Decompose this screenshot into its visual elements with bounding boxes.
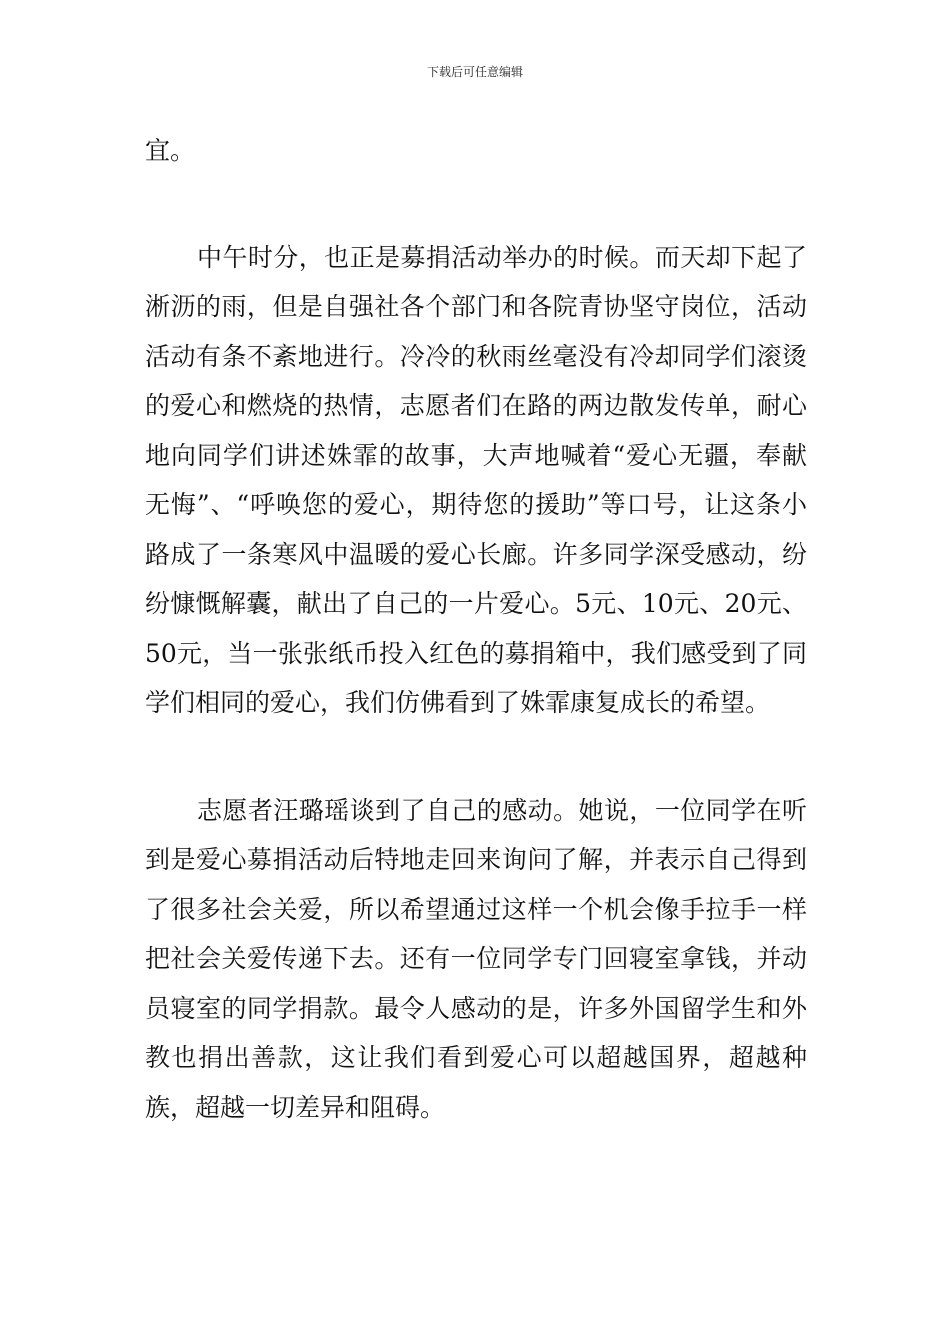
paragraph-continuation: 宜。 [145,136,196,165]
paragraph-fundraising-activity: 中午时分，也正是募捐活动举办的时候。而天却下起了淅沥的雨，但是自强社各个部门和各院青协坚守岗位，活动活动有条不紊地进行。冷冷的秋雨丝毫没有冷却同学们滚烫的爱心和燃烧的热情，志愿者们在路的两边散发传单，耐心地向同学们讲述姝霏的故事，大声地喊着“爱心无疆，奉献无悔”、“呼唤您的爱心，期待您的援助”等口号，让这条小路成了一条寒风中温暖的爱心长廊。许多同学深受感动，纷纷慷慨解囊，献出了自己的一片爱心。5元、10元、20元、50元，当一张张纸币投入红色的募捐箱中，我们感受到了同学们相同的爱心，我们仿佛看到了姝霏康复成长的希望。 [145,242,807,717]
paragraph-spacer [145,176,807,233]
page-header: 下载后可任意编辑 [426,65,523,79]
paragraph-spacer [145,728,807,786]
paragraph-volunteer-story: 志愿者汪璐瑶谈到了自己的感动。她说，一位同学在听到是爱心募捐活动后特地走回来询问了解，并表示自己得到了很多社会关爱，所以希望通过这样一个机会像手拉手一样把社会关爱传递下去。还有一位同学专门回寝室拿钱，并动员寝室的同学捐款。最令人感动的是，许多外国留学生和外教也捐出善款，这让我们看到爱心可以超越国界，超越种族，超越一切差异和阻碍。 [145,795,807,1122]
document-body [145,126,807,1132]
